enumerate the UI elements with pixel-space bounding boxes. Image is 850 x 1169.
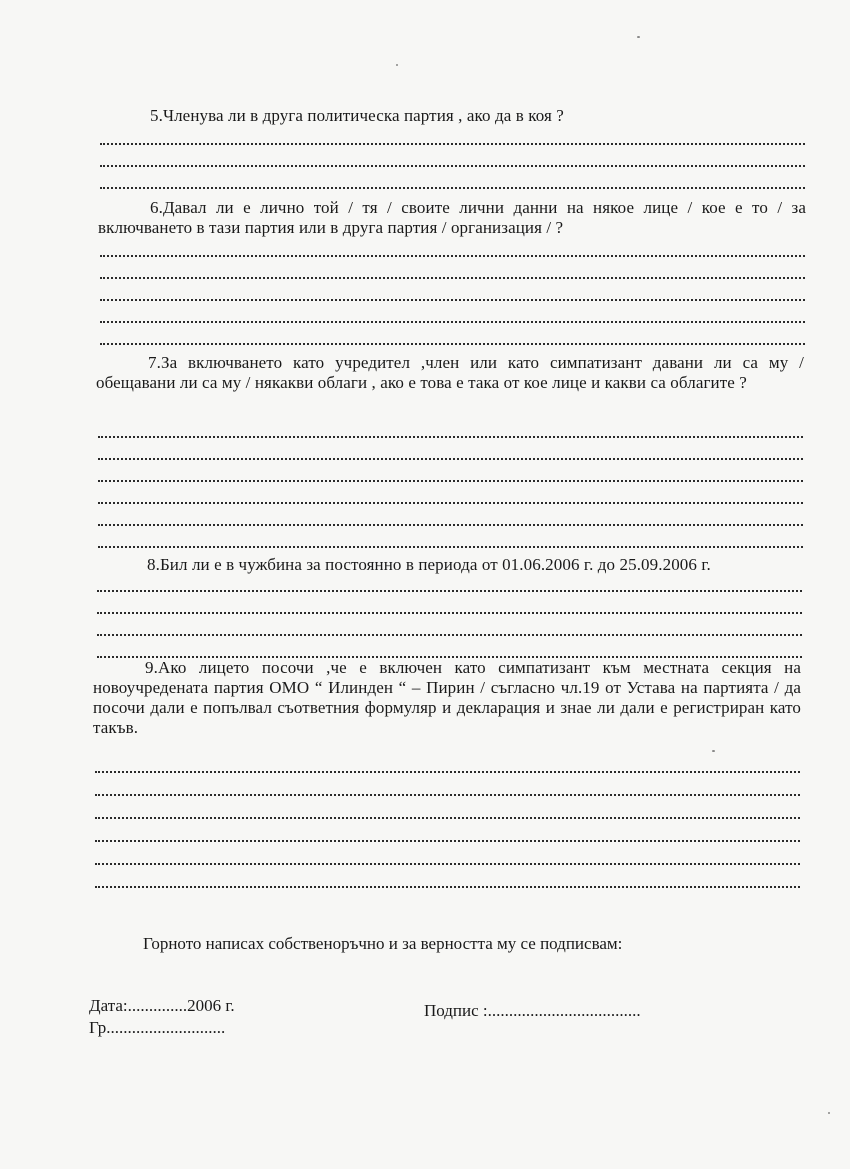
scan-speck xyxy=(828,1112,830,1114)
answer-line xyxy=(95,886,800,888)
answer-line xyxy=(100,321,805,323)
answer-line xyxy=(97,590,802,592)
answer-line xyxy=(95,863,800,865)
answer-line xyxy=(95,817,800,819)
signature-field: Подпис :.................................... xyxy=(424,1001,641,1020)
answer-line xyxy=(95,771,800,773)
answer-line xyxy=(100,299,805,301)
question-6: 6.Давал ли е лично той / тя / своите лични данни на някое лице / кое е то / за включването в тази партия или в друга партия / организация / ? xyxy=(98,198,806,237)
answer-line xyxy=(95,794,800,796)
scan-speck xyxy=(637,36,640,38)
declaration: Горното написах собственоръчно и за верността му се подписвам: xyxy=(143,934,623,953)
answer-line xyxy=(98,524,803,526)
answer-line xyxy=(98,502,803,504)
answer-line xyxy=(98,480,803,482)
answer-line xyxy=(98,436,803,438)
answer-line xyxy=(100,187,805,189)
answer-line xyxy=(100,165,805,167)
question-7: 7.За включването като учредител ,член или като симпатизант давани ли са му / обещавани ли са му / някакви облаги , ако е това е така от кое лице и какви са облагите ? xyxy=(96,353,804,392)
answer-line xyxy=(95,840,800,842)
answer-line xyxy=(100,277,805,279)
answer-line xyxy=(100,343,805,345)
scan-speck xyxy=(396,64,398,66)
scan-speck xyxy=(712,750,715,752)
answer-line xyxy=(100,255,805,257)
answer-line xyxy=(98,546,803,548)
question-9: 9.Ако лицето посочи ,че е включен като симпатизант към местната секция на новоучредената партия ОМО “ Илинден “ – Пирин / съгласно чл.19 от Устава на партията / да посочи дали е попълвал съответния формуляр и декларация и знае ли дали е регистриран като такъв. xyxy=(93,658,801,737)
answer-line xyxy=(97,612,802,614)
question-5: 5.Членува ли в друга политическа партия , ако да в коя ? xyxy=(150,106,564,125)
answer-line xyxy=(98,458,803,460)
date-field: Дата:..............2006 г. xyxy=(89,996,235,1015)
place-field: Гр............................ xyxy=(89,1018,226,1037)
answer-line xyxy=(100,143,805,145)
answer-line xyxy=(97,634,802,636)
question-8: 8.Бил ли е в чужбина за постоянно в периода от 01.06.2006 г. до 25.09.2006 г. xyxy=(147,555,711,574)
